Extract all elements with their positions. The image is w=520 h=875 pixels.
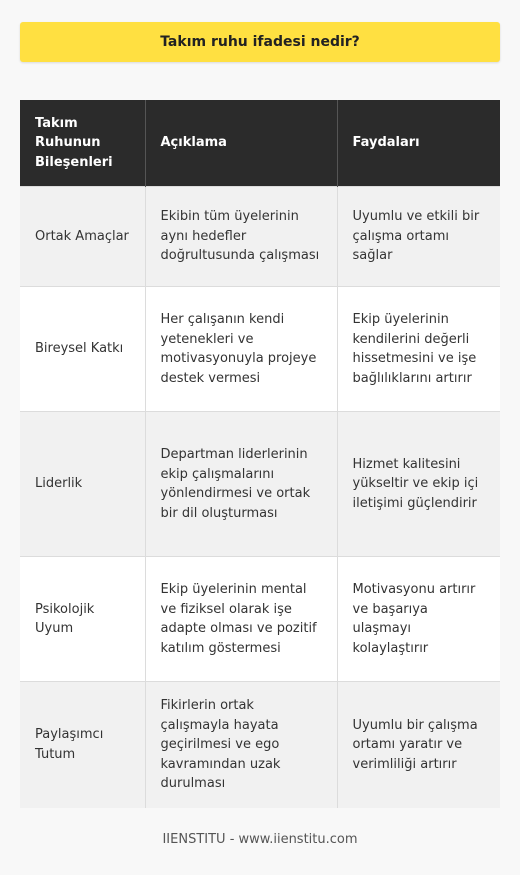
table-cell-description: Ekip üyelerinin mental ve fiziksel olarak işe adapte olması ve pozitif katılım göstermesi bbox=[145, 557, 337, 682]
table-cell-component: Bireysel Katkı bbox=[20, 287, 145, 412]
table-row bbox=[20, 187, 500, 287]
column-header-components: Takım Ruhunun Bileşenleri bbox=[20, 100, 145, 187]
table-cell-benefit: Uyumlu ve etkili bir çalışma ortamı sağlar bbox=[337, 187, 500, 287]
table-cell-component: Liderlik bbox=[20, 412, 145, 557]
table-cell-benefit: Motivasyonu artırır ve başarıya ulaşmayı kolaylaştırır bbox=[337, 557, 500, 682]
footer-credit: IIENSTITU - www.iienstitu.com bbox=[162, 832, 358, 847]
table-row bbox=[20, 557, 500, 682]
table-row bbox=[20, 287, 500, 412]
table-cell-component: Paylaşımcı Tutum bbox=[20, 682, 145, 808]
table-cell-description: Her çalışanın kendi yetenekleri ve motivasyonuyla projeye destek vermesi bbox=[145, 287, 337, 412]
table-row bbox=[20, 412, 500, 557]
column-header-description: Açıklama bbox=[145, 100, 337, 187]
title-banner bbox=[20, 22, 500, 62]
table-row bbox=[20, 682, 500, 808]
table-cell-benefit: Hizmet kalitesini yükseltir ve ekip içi iletişimi güçlendirir bbox=[337, 412, 500, 557]
table-cell-component: Ortak Amaçlar bbox=[20, 187, 145, 287]
table-cell-benefit: Uyumlu bir çalışma ortamı yaratır ve verimliliği artırır bbox=[337, 682, 500, 808]
info-table bbox=[20, 100, 500, 808]
table-cell-description: Ekibin tüm üyelerinin aynı hedefler doğrultusunda çalışması bbox=[145, 187, 337, 287]
table-cell-description: Departman liderlerinin ekip çalışmalarını yönlendirmesi ve ortak bir dil oluşturması bbox=[145, 412, 337, 557]
table-cell-description: Fikirlerin ortak çalışmayla hayata geçirilmesi ve ego kavramından uzak durulması bbox=[145, 682, 337, 808]
column-header-benefits: Faydaları bbox=[337, 100, 500, 187]
table-header-row bbox=[20, 100, 500, 187]
table-cell-benefit: Ekip üyelerinin kendilerini değerli hissetmesini ve işe bağlılıklarını artırır bbox=[337, 287, 500, 412]
page-title: Takım ruhu ifadesi nedir? bbox=[160, 34, 360, 50]
table-cell-component: Psikolojik Uyum bbox=[20, 557, 145, 682]
